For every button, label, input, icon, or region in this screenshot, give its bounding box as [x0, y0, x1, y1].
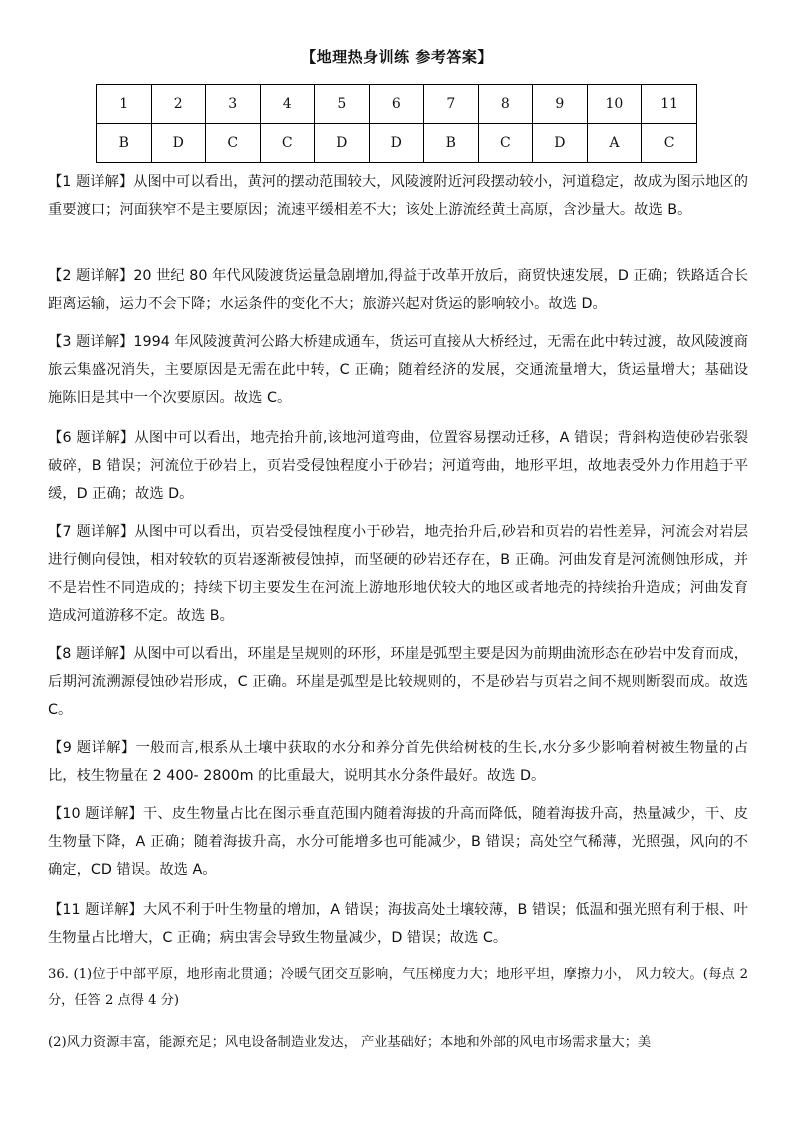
explanation-tag: 【3 题详解】 — [48, 334, 134, 350]
explanation-q8 — [48, 640, 748, 724]
answer-key: C — [478, 124, 533, 163]
answer-key: C — [206, 124, 261, 163]
answer-key: D — [151, 124, 206, 163]
explanation-q3 — [48, 328, 748, 412]
explanation-text: 1994 年风陵渡黄河公路大桥建成通车，货运可直接从大桥经过，无需在此中转过渡，故风陵渡商旅云集盛况消失，主要原因是无需在此中转，C 正确；随着经济的发展，交通流量增大，货运量增大；基础设施陈旧是其中一个次要原因。故选 C。 — [48, 334, 748, 406]
explanation-q11 — [48, 896, 748, 952]
explanation-tag: 【2 题详解】 — [48, 268, 134, 284]
answer-key: A — [587, 124, 642, 163]
question-number: 2 — [151, 85, 206, 124]
explanation-q7 — [48, 518, 748, 630]
explanation-text: 从图中可以看出，页岩受侵蚀程度小于砂岩，地壳抬升后,砂岩和页岩的岩性差异，河流会对岩层进行侧向侵蚀，相对较软的页岩逐渐被侵蚀掉，而坚硬的砂岩还存在，B 正确。河曲发育是河流侧蚀形成，并不是岩性不同造成的；持续下切主要发生在河流上游地形地伏较大的地区或者地壳的持续抬升造成；河曲发育造成河道游移不定。故选 B。 — [48, 524, 748, 624]
explanation-q1 — [48, 168, 748, 224]
q36-part2-text: (2)风力资源丰富，能源充足；风电设备制造业发达， 产业基础好；本地和外部的风电市场需求量大；美 — [48, 1035, 652, 1050]
explanation-text: 一般而言,根系从土壤中获取的水分和养分首先供给树枝的生长,水分多少影响着树被生物量的占比，枝生物量在 2 400- 2800m 的比重最大，说明其水分条件最好。故选 D。 — [48, 740, 748, 784]
question-number: 10 — [587, 85, 642, 124]
page-title: 【地理热身训练 参考答案】 — [301, 48, 493, 66]
explanation-text: 从图中可以看出，地壳抬升前,该地河道弯曲，位置容易摆动迁移，A 错误；背斜构造使砂岩张裂破碎，B 错误；河流位于砂岩上，页岩受侵蚀程度小于砂岩；河道弯曲，地形平坦，故地表受外力作用趋于平缓，D 正确；故选 D。 — [48, 430, 748, 502]
q36-part1-text: 36. (1)位于中部平原，地形南北贯通；冷暖气团交互影响，气压梯度力大；地形平坦，摩擦力小， 风力较大。(每点 2 分，任答 2 点得 4 分) — [48, 967, 748, 1008]
explanation-text: 大风不利于叶生物量的增加，A 错误；海拔高处土壤较薄，B 错误；低温和强光照有利于根、叶生物量占比增大，C 正确；病虫害会导致生物量减少，D 错误；故选 C。 — [48, 902, 748, 946]
explanation-tag: 【6 题详解】 — [48, 430, 135, 446]
explanation-q10 — [48, 800, 748, 884]
question-number: 7 — [424, 85, 479, 124]
question-number: 6 — [369, 85, 424, 124]
answer-key: C — [642, 124, 697, 163]
explanation-tag: 【7 题详解】 — [48, 524, 135, 540]
answer-key: D — [315, 124, 370, 163]
answer-number-row — [97, 85, 697, 124]
question-number: 3 — [206, 85, 261, 124]
answer-table — [96, 84, 697, 163]
explanation-tag: 【1 题详解】 — [48, 174, 134, 190]
question-number: 5 — [315, 85, 370, 124]
explanation-text: 20 世纪 80 年代风陵渡货运量急剧增加,得益于改革开放后，商贸快速发展，D 正确；铁路适合长距离运输，运力不会下降；水运条件的变化不大；旅游兴起对货运的影响较小。故选 D。 — [48, 268, 748, 312]
question-number: 8 — [478, 85, 533, 124]
explanation-tag: 【8 题详解】 — [48, 646, 134, 662]
answer-key: D — [533, 124, 588, 163]
answer-key: B — [424, 124, 479, 163]
question-number: 9 — [533, 85, 588, 124]
explanation-q9 — [48, 734, 748, 790]
explanation-text: 从图中可以看出，黄河的摆动范围较大，风陵渡附近河段摆动较小，河道稳定，故成为图示地区的重要渡口；河面狭窄不是主要原因；流速平缓相差不大；该处上游流经黄土高原，含沙量大。故选 B。 — [48, 174, 748, 218]
q36-part1 — [48, 962, 748, 1014]
explanation-tag: 【9 题详解】 — [48, 740, 136, 756]
question-number: 4 — [260, 85, 315, 124]
explanation-q6 — [48, 424, 748, 508]
answer-key: D — [369, 124, 424, 163]
answer-key: B — [97, 124, 152, 163]
explanation-tag: 【10 题详解】 — [48, 806, 143, 822]
q36-part2 — [48, 1030, 748, 1056]
explanation-text: 从图中可以看出，环崖是呈规则的环形，环崖是弧型主要是因为前期曲流形态在砂岩中发育而成，后期河流溯源侵蚀砂岩形成，C 正确。环崖是弧型是比较规则的，不是砂岩与页岩之间不规则断裂而成。故选 C。 — [48, 646, 748, 718]
explanation-q2 — [48, 262, 748, 318]
explanation-text: 干、皮生物量占比在图示垂直范围内随着海拔的升高而降低，随着海拔升高，热量减少，干、皮生物量下降，A 正确；随着海拔升高，水分可能增多也可能减少，B 错误；高处空气稀薄，光照强，风向的不确定，CD 错误。故选 A。 — [48, 806, 748, 878]
question-number: 11 — [642, 85, 697, 124]
question-number: 1 — [97, 85, 152, 124]
answer-key: C — [260, 124, 315, 163]
answer-key-row — [97, 124, 697, 163]
explanation-tag: 【11 题详解】 — [48, 902, 143, 918]
